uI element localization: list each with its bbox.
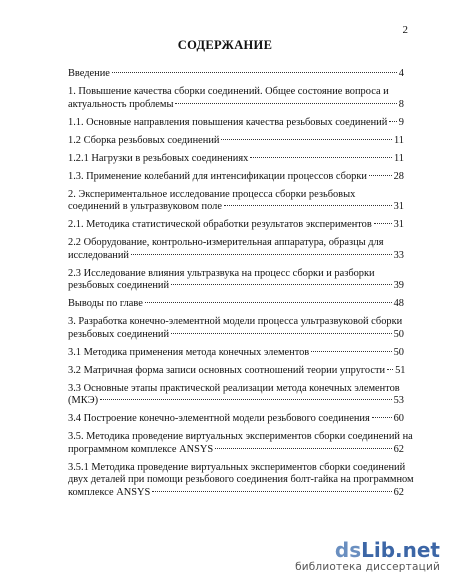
toc-entry-text-line: двух деталей при помощи резьбового соединения болт-гайка на программном (68, 474, 414, 485)
watermark-logo (295, 539, 440, 561)
page-title: СОДЕРЖАНИЕ (177, 38, 273, 52)
toc-entry-last-line (68, 153, 404, 166)
toc-entry (68, 461, 414, 500)
toc-entry (68, 171, 404, 184)
toc-entry (68, 268, 404, 293)
toc-entry-last-line (68, 413, 404, 426)
page-number: 2 (402, 24, 408, 36)
toc-entry (68, 316, 404, 341)
toc-entry-text: 1.1. Основные направления повышения качества резьбовых соединений (68, 116, 388, 128)
toc-entry-last-line (68, 201, 404, 214)
toc-entry (68, 219, 404, 232)
toc-entry-last-line (68, 298, 404, 311)
toc-entry-text: 1.3. Применение колебаний для интенсификации процессов сборки (68, 170, 367, 182)
toc-page-number: 60 (393, 413, 404, 424)
toc-entry-text-line: 1. Повышение качества сборки соединений. Общее состояние вопроса и (68, 86, 389, 97)
toc-leader-dots (100, 399, 392, 400)
toc-entry-last-line (68, 347, 404, 360)
toc-page-number: 62 (393, 443, 404, 455)
toc-entry (68, 68, 404, 81)
toc-entry-text-line: 3.5.1 Методика проведение виртуальных экспериментов сборки соединений (68, 461, 406, 473)
toc-leader-dots (311, 351, 391, 352)
watermark-logo-part-b: Lib.net (361, 538, 440, 562)
watermark-logo-part-a: ds (334, 538, 362, 562)
toc-entry-last-line (68, 250, 404, 263)
toc-entry-text: 1.2.1 Нагрузки в резьбовых соединениях (68, 152, 249, 164)
toc-leader-dots (171, 284, 392, 285)
toc-page-number: 28 (393, 170, 404, 182)
toc-leader-dots (389, 121, 396, 122)
toc-leader-dots (171, 333, 392, 334)
toc-page-number: 50 (393, 328, 404, 340)
toc-entry (68, 431, 413, 456)
toc-leader-dots (250, 157, 392, 158)
toc-entry-last-line (68, 171, 404, 184)
toc-entry-last-line (68, 219, 404, 232)
toc-page-number: 48 (393, 298, 404, 309)
toc-entry-text: Введение (68, 68, 110, 79)
toc-entry (68, 86, 404, 111)
toc-page-number: 11 (393, 152, 404, 164)
toc-entry-text: 3.4 Построение конечно-элементной модели резьбового соединения (68, 413, 370, 424)
toc-entry (68, 237, 404, 262)
toc-entry-text: 3.1 Методика применения метода конечных элементов (68, 346, 310, 358)
toc-entry-text-line: 3. Разработка конечно-элементной модели процесса ультразвуковой сборки (68, 316, 403, 327)
toc-entry-last-line (68, 117, 404, 130)
toc-page-number: 8 (398, 98, 404, 110)
toc-entry (68, 383, 404, 408)
toc-page-number: 4 (398, 68, 404, 79)
toc-leader-dots (215, 448, 391, 449)
toc-entry (68, 117, 404, 130)
toc-entry-text: программном комплексе ANSYS (68, 443, 214, 455)
toc-leader-dots (175, 103, 396, 104)
toc-leader-dots (387, 369, 393, 370)
toc (68, 68, 414, 505)
toc-page-number: 31 (393, 219, 404, 230)
toc-entry (68, 365, 404, 378)
toc-leader-dots (374, 223, 392, 224)
toc-page-number: 50 (393, 346, 404, 358)
toc-entry-last-line (68, 329, 404, 342)
toc-entry-last-line (68, 135, 404, 148)
toc-entry-text: комплексе ANSYS (68, 486, 151, 498)
toc-page-number: 53 (393, 395, 404, 406)
toc-entry (68, 413, 404, 426)
toc-entry-text-line: 2.2 Оборудование, контрольно-измерительная аппаратура, образцы для (68, 237, 384, 248)
toc-page-number: 51 (395, 364, 406, 376)
watermark (295, 539, 440, 573)
toc-page-number: 62 (393, 486, 404, 498)
toc-entry-text: актуальность проблемы (68, 98, 174, 110)
toc-page-number: 11 (393, 134, 404, 146)
toc-leader-dots (152, 491, 391, 492)
toc-entry-last-line (68, 487, 404, 500)
toc-leader-dots (221, 139, 392, 140)
toc-entry-last-line (68, 99, 404, 112)
toc-entry-text: Выводы по главе (68, 298, 143, 309)
toc-entry-text-line: 3.5. Методика проведение виртуальных экспериментов сборки соединений на (68, 431, 413, 442)
toc-leader-dots (369, 175, 392, 176)
toc-page-number: 39 (393, 280, 404, 291)
toc-entry-last-line (68, 280, 404, 293)
toc-entry-last-line (68, 444, 404, 457)
toc-entry (68, 135, 404, 148)
toc-leader-dots (372, 417, 392, 418)
toc-leader-dots (145, 302, 392, 303)
toc-entry (68, 298, 404, 311)
toc-entry (68, 347, 404, 360)
toc-entry-text-line: 2.3 Исследование влияния ультразвука на процесс сборки и разборки (68, 267, 375, 279)
toc-entry-last-line (68, 68, 404, 81)
watermark-subtitle: библиотека диссертаций (295, 561, 440, 573)
toc-entry-text: соединений в ультразвуковом поле (68, 201, 222, 212)
toc-entry (68, 153, 404, 166)
toc-entry-text: 3.2 Матричная форма записи основных соотношений теории упругости (68, 364, 386, 376)
toc-page-number: 33 (393, 249, 404, 261)
toc-entry (68, 189, 404, 214)
toc-entry-text: резьбовых соединений (68, 280, 170, 291)
toc-entry-text-line: 3.3 Основные этапы практической реализации метода конечных элементов (68, 382, 400, 394)
toc-leader-dots (131, 254, 392, 255)
toc-leader-dots (112, 72, 397, 73)
toc-entry-text-line: 2. Экспериментальное исследование процесса сборки резьбовых (68, 188, 356, 200)
toc-entry-text: 2.1. Методика статистической обработки результатов экспериментов (68, 219, 372, 230)
toc-entry-text: 1.2 Сборка резьбовых соединений (68, 134, 220, 146)
toc-entry-text: (МКЭ) (68, 395, 99, 406)
toc-entry-text: исследований (68, 249, 129, 261)
toc-entry-text: резьбовых соединений (68, 328, 170, 340)
toc-entry-last-line (68, 395, 404, 408)
toc-page-number: 9 (398, 116, 404, 128)
toc-entry-last-line (68, 365, 404, 378)
toc-page-number: 31 (393, 201, 404, 212)
toc-leader-dots (224, 205, 392, 206)
